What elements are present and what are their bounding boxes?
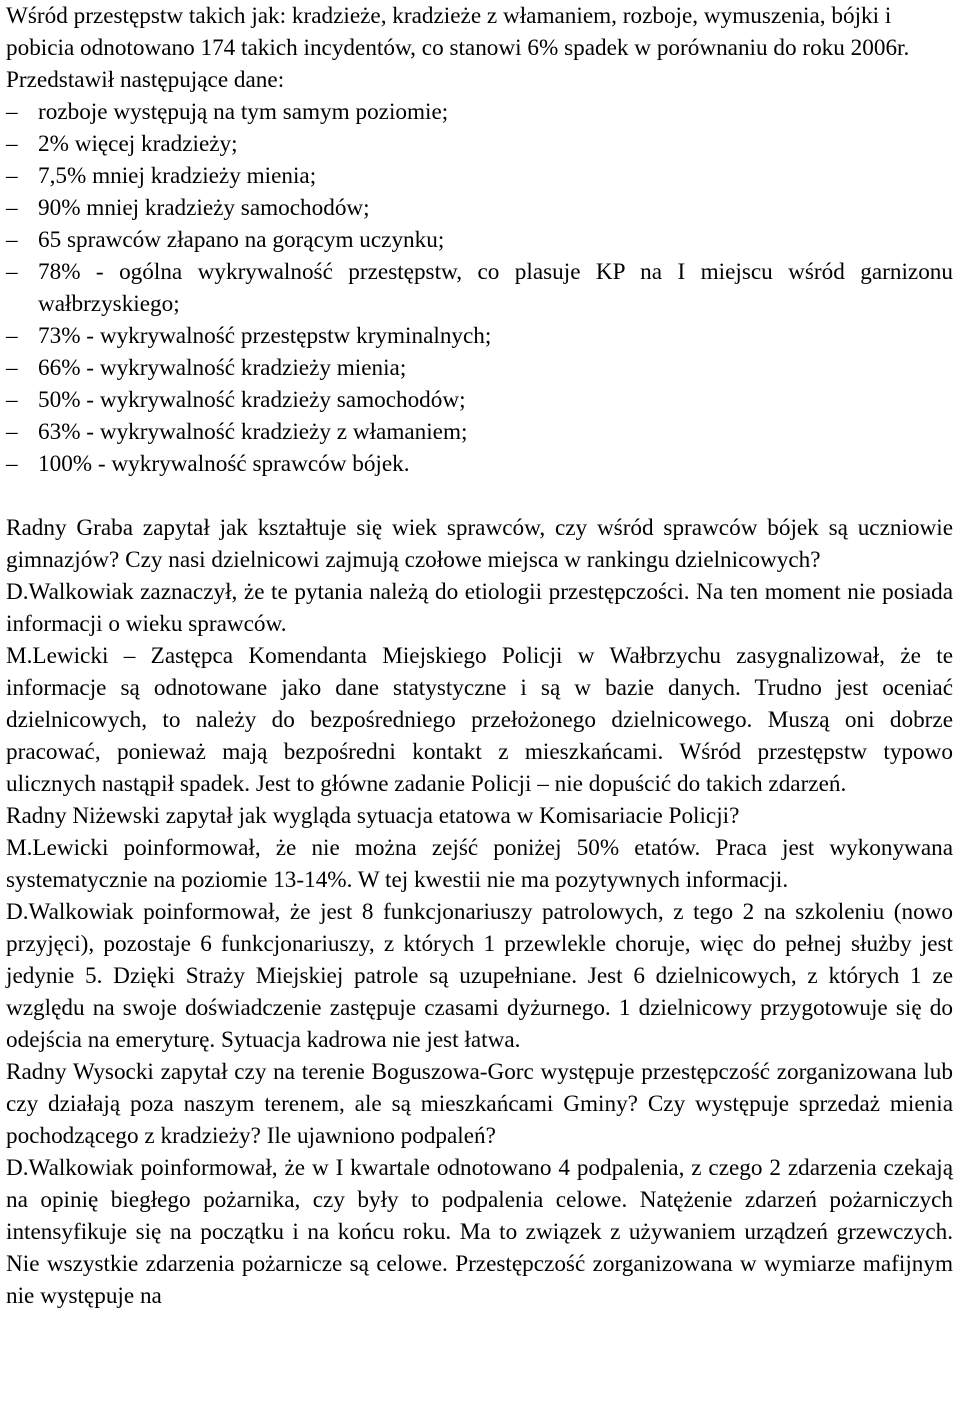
dash-marker: – <box>6 195 18 221</box>
paragraph-walkowiak-arson: D.Walkowiak poinformował, że w I kwartale odnotowano 4 podpalenia, z czego 2 zdarzenia czekają na opinię biegłego pożarnika, czy były to podpalenia celowe. Natężenie zdarzeń pożarniczych intensyfikuje się na początku i na końcu roku. Ma to związek z używaniem urządzeń grzewczych. Nie wszystkie zdarzenia pożarnicze są celowe. Przestępczość zorganizowana w wymiarze mafijnym nie występuje na <box>6 1155 953 1309</box>
list-item-text: 65 sprawców złapano na gorącym uczynku; <box>38 227 445 253</box>
paragraph-lewicki-staffing: M.Lewicki poinformował, że nie można zejść poniżej 50% etatów. Praca jest wykonywana systematycznie na poziomie 13-14%. W tej kwestii nie ma pozytywnych informacji. <box>6 835 953 893</box>
list-item-text: 73% - wykrywalność przestępstw kryminalnych; <box>38 323 492 349</box>
list-item <box>6 448 953 480</box>
dash-marker: – <box>6 355 18 381</box>
dash-marker: – <box>6 227 18 253</box>
paragraph-walkowiak-reply: D.Walkowiak zaznaczył, że te pytania należą do etiologii przestępczości. Na ten moment nie posiada informacji o wieku sprawców. <box>6 579 953 637</box>
dash-marker: – <box>6 387 18 413</box>
list-item <box>6 256 953 320</box>
list-item <box>6 192 953 224</box>
statistics-list <box>6 96 953 480</box>
paragraph-wysocki-question: Radny Wysocki zapytał czy na terenie Boguszowa-Gorc występuje przestępczość zorganizowana lub czy działają poza naszym terenem, ale są mieszkańcami Gminy? Czy występuje sprzedaż mienia pochodzącego z kradzieży? Ile ujawniono podpaleń? <box>6 1059 953 1149</box>
list-item <box>6 96 953 128</box>
list-item-text: 2% więcej kradzieży; <box>38 131 238 157</box>
list-item <box>6 128 953 160</box>
list-item-text: rozboje występują na tym samym poziomie; <box>38 99 449 125</box>
list-item <box>6 320 953 352</box>
list-item-text: 50% - wykrywalność kradzieży samochodów; <box>38 387 466 413</box>
list-item-text: 7,5% mniej kradzieży mienia; <box>38 163 317 189</box>
paragraph-graba-question: Radny Graba zapytał jak kształtuje się wiek sprawców, czy wśród sprawców bójek są uczniowie gimnazjów? Czy nasi dzielnicowi zajmują czołowe miejsca w rankingu dzielnicowych? <box>6 515 953 573</box>
paragraph-lewicki-statement: M.Lewicki – Zastępca Komendanta Miejskiego Policji w Wałbrzychu zasygnalizował, że te informacje są odnotowane jako dane statystyczne i są w bazie danych. Trudno jest oceniać dzielnicowych, to należy do bezpośredniego przełożonego dzielnicowego. Muszą oni dobrze pracować, ponieważ mają bezpośredni kontakt z mieszkańcami. Wśród przestępstw typowo ulicznych nastąpił spadek. Jest to główne zadanie Policji – nie dopuścić do takich zdarzeń. <box>6 643 953 797</box>
paragraph-nizewski-question: Radny Niżewski zapytał jak wygląda sytuacja etatowa w Komisariacie Policji? <box>6 803 740 829</box>
dash-marker: – <box>6 99 18 125</box>
dash-marker: – <box>6 163 18 189</box>
list-item <box>6 160 953 192</box>
list-item-text: 66% - wykrywalność kradzieży mienia; <box>38 355 407 381</box>
list-item-text: 100% - wykrywalność sprawców bójek. <box>38 451 410 477</box>
dash-marker: – <box>6 131 18 157</box>
list-item <box>6 416 953 448</box>
paragraph-walkowiak-staffing: D.Walkowiak poinformował, że jest 8 funkcjonariuszy patrolowych, z tego 2 na szkoleniu (nowo przyjęci), pozostaje 6 funkcjonariuszy, z których 1 przewlekle choruje, więc do pełnej służby jest jedynie 5. Dzięki Straży Miejskiej patrole są uzupełniane. Jest 6 dzielnicowych, z których 1 ze względu na swoje doświadczenie zastępuje czasami dyżurnego. 1 dzielnicowy przygotowuje się do odejścia na emeryturę. Sytuacja kadrowa nie jest łatwa. <box>6 899 953 1053</box>
paragraph-spacer <box>6 480 953 512</box>
document-page <box>6 0 953 1312</box>
dash-marker: – <box>6 323 18 349</box>
dash-marker: – <box>6 419 18 445</box>
list-item <box>6 224 953 256</box>
list-item-text: 90% mniej kradzieży samochodów; <box>38 195 370 221</box>
dash-marker: – <box>6 451 18 477</box>
list-item-text: 63% - wykrywalność kradzieży z włamaniem; <box>38 419 468 445</box>
intro-paragraph: Wśród przestępstw takich jak: kradzieże, kradzieże z włamaniem, rozboje, wymuszenia, bójki i pobicia odnotowano 174 takich incydentów, co stanowi 6% spadek w porównaniu do roku 2006r. Przedstawił następujące dane: <box>6 3 910 93</box>
list-item <box>6 352 953 384</box>
list-item <box>6 384 953 416</box>
list-item-text: 78% - ogólna wykrywalność przestępstw, co plasuje KP na I miejscu wśród garnizonu wałbrzyskiego; <box>38 259 953 317</box>
dash-marker: – <box>6 259 18 285</box>
